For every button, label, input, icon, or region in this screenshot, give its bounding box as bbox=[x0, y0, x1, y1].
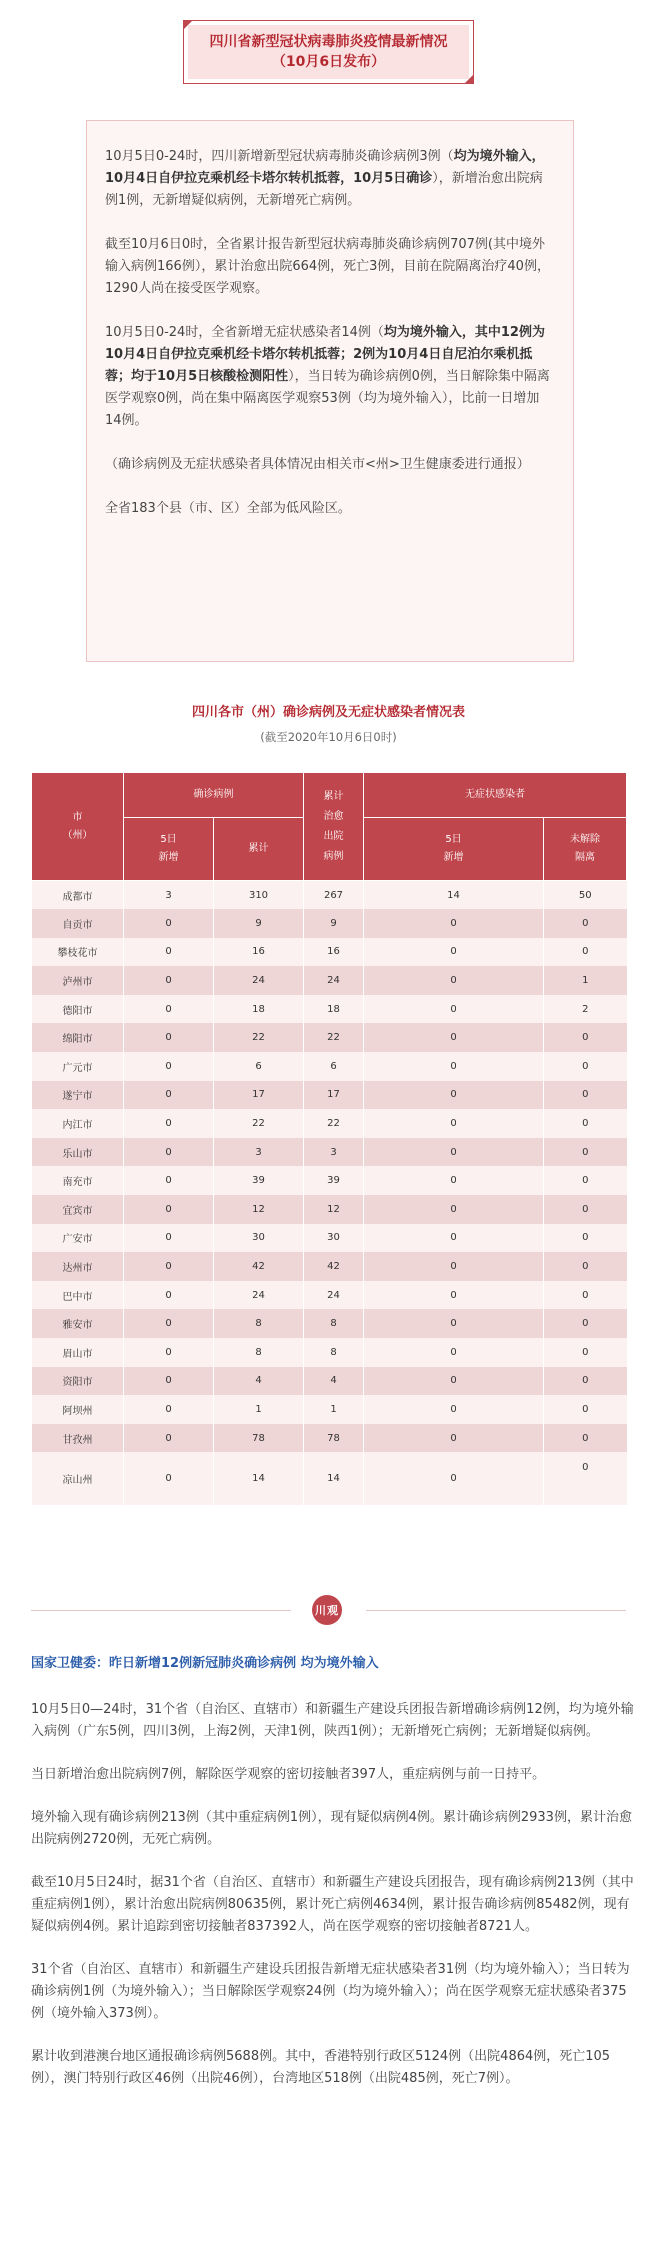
report-paragraph: 10月5日0-24时，四川新增新型冠状病毒肺炎确诊病例3例（均为境外输入，10月4日自伊拉克乘机经卡塔尔转机抵蓉，10月5日确诊），新增治愈出院病例1例，无新增疑似病例，无新增死亡病例。 bbox=[105, 149, 545, 208]
report-paragraph: 截至10月6日0时，全省累计报告新型冠状病毒肺炎确诊病例707例(其中境外输入病例166例），累计治愈出院664例，死亡3例，目前在院隔离治疗40例，1290人尚在接受医学观察。 bbox=[105, 237, 550, 296]
cell-asym-unreleased: 50 bbox=[544, 881, 627, 910]
cell-asym-new: 0 bbox=[364, 938, 544, 967]
cell-cured: 4 bbox=[304, 1367, 364, 1396]
table-row bbox=[32, 1023, 627, 1052]
cell-asym-unreleased: 0 bbox=[544, 1052, 627, 1081]
table-row bbox=[32, 1166, 627, 1195]
cell-cured: 12 bbox=[304, 1195, 364, 1224]
cell-city: 广安市 bbox=[32, 1224, 124, 1253]
cell-asym-new: 14 bbox=[364, 881, 544, 910]
table-row bbox=[32, 1052, 627, 1081]
table-row bbox=[32, 1395, 627, 1424]
cell-new: 0 bbox=[124, 1452, 214, 1505]
cell-cured: 8 bbox=[304, 1309, 364, 1338]
divider-line bbox=[366, 1610, 626, 1611]
national-paragraph: 10月5日0—24时，31个省（自治区、直辖市）和新疆生产建设兵团报告新增确诊病例12例，均为境外输入病例（广东5例，四川3例，上海2例，天津1例，陕西1例）；无新增死亡病例；无新增疑似病例。 bbox=[31, 1702, 634, 1739]
cell-total: 12 bbox=[214, 1195, 304, 1224]
header-total: 累计 bbox=[214, 818, 304, 881]
chuanguan-logo: 川观 bbox=[312, 1595, 342, 1625]
cell-asym-unreleased: 0 bbox=[544, 909, 627, 938]
cell-total: 18 bbox=[214, 995, 304, 1024]
cell-new: 0 bbox=[124, 1109, 214, 1138]
header-asym-new: 5日 新增 bbox=[364, 818, 544, 881]
table-row bbox=[32, 1452, 627, 1505]
cell-asym-new: 0 bbox=[364, 1367, 544, 1396]
cell-city: 绵阳市 bbox=[32, 1023, 124, 1052]
report-paragraph: 10月5日0-24时，全省新增无症状感染者14例（均为境外输入，其中12例为10月4日自伊拉克乘机经卡塔尔转机抵蓉；2例为10月4日自尼泊尔乘机抵蓉；均于10月5日核酸检测阳性），当日转为确诊病例0例，当日解除集中隔离医学观察0例，尚在集中隔离医学观察53例（均为境外输入），比前一日增加14例。 bbox=[105, 325, 550, 428]
cell-asym-unreleased: 0 bbox=[544, 1023, 627, 1052]
cell-asym-unreleased: 0 bbox=[544, 1224, 627, 1253]
cell-total: 17 bbox=[214, 1081, 304, 1110]
cell-total: 310 bbox=[214, 881, 304, 910]
cell-city: 攀枝花市 bbox=[32, 938, 124, 967]
cell-total: 42 bbox=[214, 1252, 304, 1281]
cell-cured: 42 bbox=[304, 1252, 364, 1281]
cell-cured: 9 bbox=[304, 909, 364, 938]
header-new: 5日 新增 bbox=[124, 818, 214, 881]
divider-line bbox=[31, 1610, 291, 1611]
cell-cured: 267 bbox=[304, 881, 364, 910]
cell-city: 成都市 bbox=[32, 881, 124, 910]
table-row bbox=[32, 1309, 627, 1338]
header-asym-unreleased: 未解除 隔离 bbox=[544, 818, 627, 881]
cell-city: 遂宁市 bbox=[32, 1081, 124, 1110]
cell-cured: 1 bbox=[304, 1395, 364, 1424]
cell-new: 0 bbox=[124, 938, 214, 967]
table-row bbox=[32, 1424, 627, 1453]
cell-asym-new: 0 bbox=[364, 1281, 544, 1310]
cell-asym-new: 0 bbox=[364, 1052, 544, 1081]
cell-asym-unreleased: 0 bbox=[544, 1367, 627, 1396]
cell-asym-unreleased: 0 bbox=[544, 1081, 627, 1110]
header-asymptomatic: 无症状感染者 bbox=[364, 773, 627, 818]
cell-city: 达州市 bbox=[32, 1252, 124, 1281]
table-row bbox=[32, 1252, 627, 1281]
cell-asym-new: 0 bbox=[364, 966, 544, 995]
cell-asym-unreleased: 0 bbox=[544, 1281, 627, 1310]
cell-total: 4 bbox=[214, 1367, 304, 1396]
cell-new: 3 bbox=[124, 881, 214, 910]
cell-cured: 39 bbox=[304, 1166, 364, 1195]
national-report bbox=[31, 1699, 636, 2111]
cell-asym-new: 0 bbox=[364, 1338, 544, 1367]
cell-city: 自贡市 bbox=[32, 909, 124, 938]
cell-new: 0 bbox=[124, 1224, 214, 1253]
cell-asym-new: 0 bbox=[364, 1109, 544, 1138]
cell-asym-new: 0 bbox=[364, 1309, 544, 1338]
cell-total: 78 bbox=[214, 1424, 304, 1453]
cell-cured: 6 bbox=[304, 1052, 364, 1081]
page-subtitle: （10月6日发布） bbox=[271, 54, 386, 70]
title-inner bbox=[188, 25, 469, 79]
cell-new: 0 bbox=[124, 1166, 214, 1195]
cell-new: 0 bbox=[124, 1395, 214, 1424]
table-row bbox=[32, 1224, 627, 1253]
cell-city: 德阳市 bbox=[32, 995, 124, 1024]
cell-asym-unreleased: 0 bbox=[544, 1338, 627, 1367]
cell-cured: 17 bbox=[304, 1081, 364, 1110]
header-confirmed: 确诊病例 bbox=[124, 773, 304, 818]
cell-total: 24 bbox=[214, 966, 304, 995]
report-paragraph: （确诊病例及无症状感染者具体情况由相关市<州>卫生健康委进行通报） bbox=[105, 457, 530, 472]
table-row bbox=[32, 909, 627, 938]
cell-new: 0 bbox=[124, 1195, 214, 1224]
cell-asym-new: 0 bbox=[364, 1023, 544, 1052]
table-row bbox=[32, 1281, 627, 1310]
cell-asym-unreleased: 0 bbox=[544, 938, 627, 967]
table-row bbox=[32, 1195, 627, 1224]
cell-total: 3 bbox=[214, 1138, 304, 1167]
national-paragraph: 31个省（自治区、直辖市）和新疆生产建设兵团报告新增无症状感染者31例（均为境外输入）；当日转为确诊病例1例（为境外输入）；当日解除医学观察24例（均为境外输入）；尚在医学观察无症状感染者375例（境外输入373例）。 bbox=[31, 1962, 630, 2021]
cell-asym-new: 0 bbox=[364, 1252, 544, 1281]
cell-cured: 24 bbox=[304, 1281, 364, 1310]
table-title: 四川各市（州）确诊病例及无症状感染者情况表 bbox=[191, 705, 465, 720]
section-divider bbox=[31, 1595, 626, 1625]
table-row bbox=[32, 1367, 627, 1396]
cell-new: 0 bbox=[124, 1281, 214, 1310]
cell-new: 0 bbox=[124, 1309, 214, 1338]
cell-asym-new: 0 bbox=[364, 1081, 544, 1110]
cell-asym-unreleased: 0 bbox=[544, 1109, 627, 1138]
cell-asym-new: 0 bbox=[364, 1395, 544, 1424]
cell-city: 宜宾市 bbox=[32, 1195, 124, 1224]
cell-city: 凉山州 bbox=[32, 1452, 124, 1505]
cell-city: 眉山市 bbox=[32, 1338, 124, 1367]
table-row bbox=[32, 995, 627, 1024]
cell-total: 8 bbox=[214, 1309, 304, 1338]
cell-asym-new: 0 bbox=[364, 909, 544, 938]
cell-new: 0 bbox=[124, 1052, 214, 1081]
cell-cured: 18 bbox=[304, 995, 364, 1024]
cell-asym-new: 0 bbox=[364, 1224, 544, 1253]
cell-city: 雅安市 bbox=[32, 1309, 124, 1338]
sichuan-report bbox=[86, 120, 574, 662]
table-subtitle: (截至2020年10月6日0时) bbox=[260, 730, 397, 744]
cell-asym-new: 0 bbox=[364, 1138, 544, 1167]
national-paragraph: 累计收到港澳台地区通报确诊病例5688例。其中，香港特别行政区5124例（出院4864例，死亡105例），澳门特别行政区46例（出院46例），台湾地区518例（出院485例，死亡7例）。 bbox=[31, 2049, 611, 2086]
cell-city: 资阳市 bbox=[32, 1367, 124, 1396]
cell-asym-new: 0 bbox=[364, 995, 544, 1024]
cell-city: 南充市 bbox=[32, 1166, 124, 1195]
cell-total: 30 bbox=[214, 1224, 304, 1253]
cell-total: 16 bbox=[214, 938, 304, 967]
page-title: 四川省新型冠状病毒肺炎疫情最新情况 bbox=[209, 34, 448, 50]
cell-asym-unreleased: 0 bbox=[544, 1195, 627, 1224]
cell-cured: 22 bbox=[304, 1109, 364, 1138]
cell-asym-unreleased: 0 bbox=[544, 1395, 627, 1424]
cell-total: 39 bbox=[214, 1166, 304, 1195]
cell-new: 0 bbox=[124, 1252, 214, 1281]
header-city: 市 （州） bbox=[32, 773, 124, 881]
cell-cured: 30 bbox=[304, 1224, 364, 1253]
cell-asym-new: 0 bbox=[364, 1424, 544, 1453]
cell-cured: 16 bbox=[304, 938, 364, 967]
cell-cured: 22 bbox=[304, 1023, 364, 1052]
cell-total: 24 bbox=[214, 1281, 304, 1310]
national-paragraph: 截至10月5日24时，据31个省（自治区、直辖市）和新疆生产建设兵团报告，现有确诊病例213例（其中重症病例1例），累计治愈出院病例80635例，累计死亡病例4634例，累计报告确诊病例85482例，现有疑似病例4例。累计追踪到密切接触者837392人，尚在医学观察的密切接触者8721人。 bbox=[31, 1875, 634, 1934]
cell-new: 0 bbox=[124, 909, 214, 938]
cell-city: 甘孜州 bbox=[32, 1424, 124, 1453]
cell-city: 阿坝州 bbox=[32, 1395, 124, 1424]
cell-asym-unreleased: 2 bbox=[544, 995, 627, 1024]
national-headline: 国家卫健委：昨日新增12例新冠肺炎确诊病例 均为境外输入 bbox=[31, 1656, 379, 1671]
cell-new: 0 bbox=[124, 1138, 214, 1167]
cell-city: 乐山市 bbox=[32, 1138, 124, 1167]
cell-asym-unreleased: 0 bbox=[544, 1166, 627, 1195]
cell-city: 泸州市 bbox=[32, 966, 124, 995]
cell-asym-unreleased: 0 bbox=[544, 1452, 627, 1505]
cell-asym-unreleased: 1 bbox=[544, 966, 627, 995]
cell-asym-new: 0 bbox=[364, 1166, 544, 1195]
report-paragraph: 全省183个县（市、区）全部为低风险区。 bbox=[105, 501, 351, 516]
cell-city: 广元市 bbox=[32, 1052, 124, 1081]
cell-new: 0 bbox=[124, 1424, 214, 1453]
cell-total: 22 bbox=[214, 1023, 304, 1052]
table-row bbox=[32, 1138, 627, 1167]
cell-cured: 8 bbox=[304, 1338, 364, 1367]
cell-new: 0 bbox=[124, 995, 214, 1024]
cell-asym-unreleased: 0 bbox=[544, 1252, 627, 1281]
cell-total: 9 bbox=[214, 909, 304, 938]
cell-asym-new: 0 bbox=[364, 1452, 544, 1505]
cell-cured: 78 bbox=[304, 1424, 364, 1453]
table-row bbox=[32, 1338, 627, 1367]
cell-total: 6 bbox=[214, 1052, 304, 1081]
table-row bbox=[32, 881, 627, 910]
cell-cured: 24 bbox=[304, 966, 364, 995]
cell-asym-unreleased: 0 bbox=[544, 1138, 627, 1167]
cell-total: 1 bbox=[214, 1395, 304, 1424]
cell-cured: 14 bbox=[304, 1452, 364, 1505]
national-paragraph: 境外输入现有确诊病例213例（其中重症病例1例），现有疑似病例4例。累计确诊病例2933例，累计治愈出院病例2720例，无死亡病例。 bbox=[31, 1810, 632, 1847]
table-row bbox=[32, 938, 627, 967]
national-paragraph: 当日新增治愈出院病例7例，解除医学观察的密切接触者397人，重症病例与前一日持平。 bbox=[31, 1767, 546, 1782]
cell-cured: 3 bbox=[304, 1138, 364, 1167]
cell-asym-unreleased: 0 bbox=[544, 1424, 627, 1453]
table-row bbox=[32, 1081, 627, 1110]
cell-total: 14 bbox=[214, 1452, 304, 1505]
cell-new: 0 bbox=[124, 1081, 214, 1110]
cell-new: 0 bbox=[124, 1367, 214, 1396]
table-row bbox=[32, 1109, 627, 1138]
cell-asym-new: 0 bbox=[364, 1195, 544, 1224]
cell-total: 22 bbox=[214, 1109, 304, 1138]
cell-new: 0 bbox=[124, 966, 214, 995]
header-title-box bbox=[183, 20, 474, 84]
table-row bbox=[32, 966, 627, 995]
cell-new: 0 bbox=[124, 1023, 214, 1052]
header-cured: 累计 治愈 出院 病例 bbox=[304, 773, 364, 881]
city-cases-table bbox=[31, 772, 627, 1505]
cell-new: 0 bbox=[124, 1338, 214, 1367]
cell-city: 内江市 bbox=[32, 1109, 124, 1138]
cell-total: 8 bbox=[214, 1338, 304, 1367]
cell-city: 巴中市 bbox=[32, 1281, 124, 1310]
cell-asym-unreleased: 0 bbox=[544, 1309, 627, 1338]
